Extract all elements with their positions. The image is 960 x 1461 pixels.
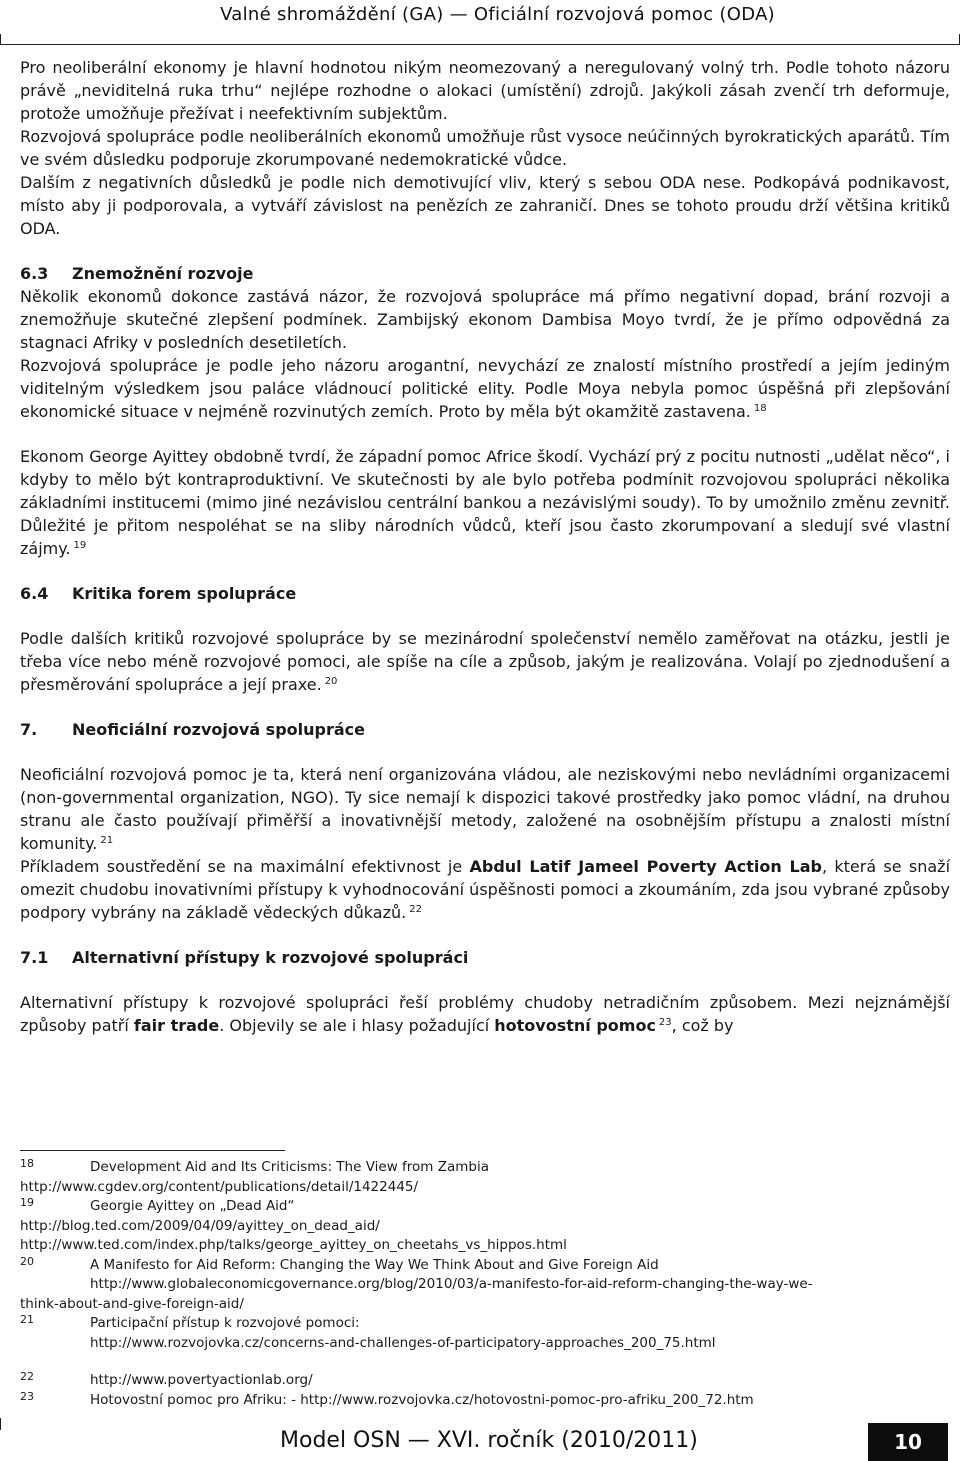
section-title: Neoficiální rozvojová spolupráce: [72, 720, 365, 739]
footnote-ref[interactable]: 23: [658, 1017, 672, 1028]
lab-name: Abdul Latif Jameel Poverty Action Lab: [469, 857, 822, 876]
footnote-21-url[interactable]: http://www.rozvojovka.cz/concerns-and-challenges-of-participatory-approaches_200_75.html: [90, 1334, 716, 1351]
section-number: 7.1: [20, 948, 49, 967]
section-title: Znemožnění rozvoje: [72, 264, 254, 283]
footnote-21: 21 Participační přístup k rozvojové pomoci: http://www.rozvojovka.cz/concerns-and-challenges-of-participatory-approaches_200_75.html: [20, 1314, 940, 1353]
s63-paragraph-3: Ekonom George Ayittey obdobně tvrdí, že západní pomoc Africe škodí. Vychází prý z pocitu nutnosti „udělat něco“, i kdyby to mělo být kontraproduktivní. Ve skutečnosti by ale bylo potřeba podmínit rozvojovou spolupráci několika základními institucemi (mimo jiné nezávislou centrální bankou a nezávislými soudy). To by umožnilo změnu zevnitř. Důležité je přitom nespoléhat se na sliby národních vůdců, kteří jsou často zkorumpovaní a sledují své vlastní zájmy. $^{19}$: [20, 447, 950, 558]
footnote-18: 18 Development Aid and Its Criticisms: The View from Zambia: [20, 1157, 490, 1175]
footnote-ref[interactable]: 21: [100, 835, 114, 846]
header-title: Valné shromáždění (GA) — Oficiální rozvojová pomoc (ODA): [220, 4, 775, 25]
footnote-20-url[interactable]: http://www.globaleconomicgovernance.org/blog/2010/03/a-manifesto-for-aid-reform-changing-the-way-we-: [90, 1276, 813, 1292]
footnote-22: 22 http://www.povertyactionlab.org/: [20, 1370, 313, 1388]
s7-paragraph-2: Příkladem soustředění se na maximální efektivnost je Abdul Latif Jameel Poverty Action Lab, která se snaží omezit chudobu inovativními přístupy k vyhodnocování úspěšnosti pomoci a zkoumáním, zda jsou vybrané způsoby podpory vybrány na základě vědeckých důkazů. $^{22}$: [20, 857, 951, 922]
cash-aid-term: hotovostní pomoc: [494, 1016, 656, 1035]
section-heading-6-3: [20, 262, 950, 285]
s63-paragraph-2: Rozvojová spolupráce je podle jeho názoru arogantní, nevychází ze znalostí místního prostředí a jejím jediným viditelným výsledkem jsou paláce vládnoucí politické elity. Podle Moya nebyla pomoc úspěšná při zlepšování ekonomické situace v nejméně rozvinutých zemích. Proto by měla být okamžitě zastavena. $^{18}$: [20, 356, 950, 421]
s7-paragraph-1: Neoficiální rozvojová pomoc je ta, která není organizována vládou, ale neziskovými nebo nevládními organizacemi (non-governmental organization, NGO). Ty sice nemají k dispozici takové prostředky jako pomoc vládní, na druhou stranu ale často používají přiměřší a inovativnější metody, založené na osobnějším přístupu a znalosti místní komunity. $^{21}$: [20, 765, 950, 853]
section-number: 6.3: [20, 264, 49, 283]
footnote-ref[interactable]: 22: [409, 904, 422, 915]
header-rule-tick-left: [0, 34, 1, 44]
footnote-23: 23 Hotovostní pomoc pro Afriku: - http://www.rozvojovka.cz/hotovostni-pomoc-pro-afriku_200_72.htm: [20, 1389, 754, 1408]
fair-trade-term: fair trade: [133, 1016, 220, 1035]
intro-paragraph-1: Pro neoliberální ekonomy je hlavní hodnotou nikým neomezovaný a neregulovaný volný trh. Podle tohoto názoru právě „neviditelná ruka trhu“ nejlépe rozhodne o alokaci (umístění) zdrojů. Jakýkoli zásah zvenčí trh deformuje, protože umožňuje přežívat i neefektivním subjektům.: [20, 58, 950, 123]
footer-rule-tick: [0, 1418, 1, 1430]
intro-paragraph-2: Rozvojová spolupráce podle neoliberálních ekonomů umožňuje růst vysoce neúčinných byrokratických aparátů. Tím ve svém důsledku podporuje zkorumpované nedemokratické vůdce.: [20, 127, 950, 169]
footnote-ref[interactable]: 19: [73, 540, 87, 551]
footnote-20: 20 A Manifesto for Aid Reform: Changing the Way We Think About and Give Foreign Aid http://www.globaleconomicgovernance.org/blog/2010/03/a-manifesto-for-aid-reform-changing-the-way-we-: [20, 1256, 940, 1295]
page-header: [0, 0, 960, 45]
s71-paragraph-1: Alternativní přístupy k rozvojové spolupráci řeší problémy chudoby netradičním způsobem. Mezi nejznámější způsoby patří fair trade. Objevily se ale i hlasy požadující hotovostní pomoc $^{23}$, což by: [20, 993, 950, 1035]
footnote-ref[interactable]: 18: [753, 403, 767, 414]
section-heading-7: [20, 718, 950, 741]
intro-paragraph-3: Dalším z negativních důsledků je podle nich demotivující vliv, který s sebou ODA nese. Podkopává podnikavost, místo aby ji podporovala, a vytváří závislost na penězích ze zahraničí. Dnes se tohoto proudu drží většina kritiků ODA.: [20, 173, 950, 238]
s63-paragraph-1: Několik ekonomů dokonce zastává názor, že rozvojová spolupráce má přímo negativní dopad, brání rozvoji a znemožňuje skutečné zlepšení podmínek. Zambijský ekonom Dambisa Moyo tvrdí, že je přímo odpovědná za stagnaci Afriky v posledních desetiletích.: [20, 287, 950, 352]
page-number: 10: [868, 1423, 948, 1461]
footnote-ref[interactable]: 20: [324, 676, 338, 687]
section-title: Kritika forem spolupráce: [72, 584, 297, 603]
section-number: 6.4: [20, 584, 49, 603]
footnote-separator: [20, 1150, 285, 1151]
section-number: 7.: [20, 720, 38, 739]
section-title: Alternativní přístupy k rozvojové spolupráci: [72, 948, 469, 967]
footnote-19: 19 Georgie Ayittey on „Dead Aid“: [20, 1196, 295, 1214]
footnotes: [20, 1158, 940, 1410]
section-heading-7-1: [20, 946, 950, 969]
footnote-18-url[interactable]: http://www.cgdev.org/content/publications/detail/1422445/: [20, 1178, 419, 1195]
footnote-20-url-cont[interactable]: think-about-and-give-foreign-aid/: [20, 1295, 244, 1312]
section-heading-6-4: [20, 582, 950, 605]
footnote-19-url-2[interactable]: http://www.ted.com/index.php/talks/george_ayittey_on_cheetahs_vs_hippos.html: [20, 1237, 567, 1253]
footer-text: Model OSN — XVI. ročník (2010/2011): [280, 1428, 698, 1453]
document-body: [20, 56, 950, 1037]
footnote-19-url[interactable]: http://blog.ted.com/2009/04/09/ayittey_on_dead_aid/: [20, 1217, 380, 1234]
s64-paragraph-1: Podle dalších kritiků rozvojové spolupráce by se mezinárodní společenství nemělo zaměřovat na otázku, jestli je třeba více nebo méně rozvojové pomoci, ale spíše na cíle a způsob, jakým je realizována. Volají po zjednodušení a přesměrování spolupráce a její praxe. $^{20}$: [20, 629, 950, 694]
